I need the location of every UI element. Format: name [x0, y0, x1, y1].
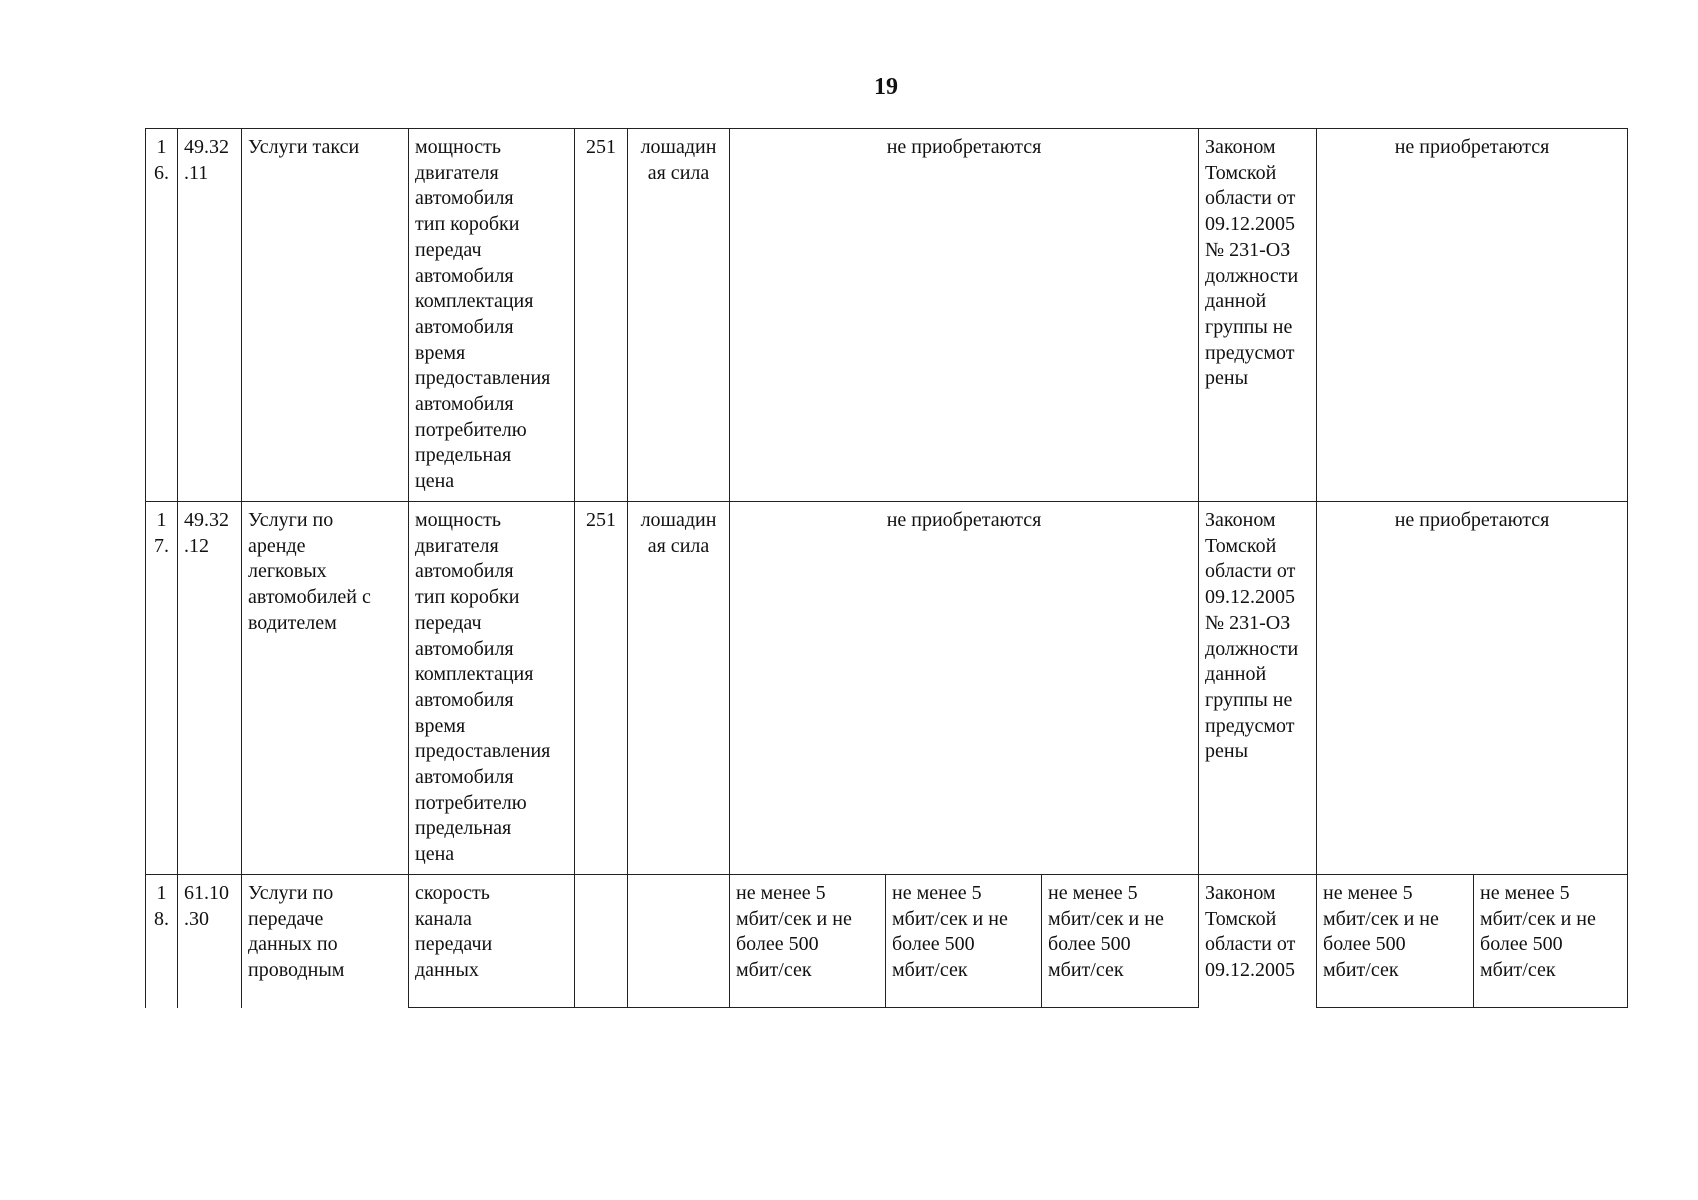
- value-merged-cell-2: не приобретаются: [1317, 502, 1628, 875]
- value-merged-cell: не приобретаются: [730, 129, 1199, 502]
- requirements-table: [145, 128, 1628, 1008]
- service-name-cell: Услуги по аренде легковых автомобилей с водителем: [242, 502, 409, 875]
- law-reference-cell: Законом Томской области от 09.12.2005: [1199, 875, 1317, 1008]
- okpd-code-cell: 49.32 .12: [178, 502, 242, 875]
- row-number-cell: 1 7.: [146, 502, 178, 875]
- service-name-cell: Услуги по передаче данных по проводным: [242, 875, 409, 1008]
- value-cell: не менее 5 мбит/сек и не более 500 мбит/сек: [1474, 875, 1628, 1008]
- table-row: [146, 875, 1628, 1008]
- page-number: 19: [874, 74, 898, 100]
- value-cell: не менее 5 мбит/сек и не более 500 мбит/сек: [886, 875, 1042, 1008]
- row-number-cell: 1 6.: [146, 129, 178, 502]
- unit-name-cell: лошадин ая сила: [628, 129, 730, 502]
- law-reference-cell: Законом Томской области от 09.12.2005 № 231-ОЗ должности данной группы не предусмот рены: [1199, 129, 1317, 502]
- characteristics-cell: мощность двигателя автомобиля тип коробки передач автомобиля комплектация автомобиля время предоставления автомобиля потребителю предельная цена: [409, 129, 575, 502]
- characteristics-cell: мощность двигателя автомобиля тип коробки передач автомобиля комплектация автомобиля время предоставления автомобиля потребителю предельная цена: [409, 502, 575, 875]
- row-number-cell: 1 8.: [146, 875, 178, 1008]
- value-merged-cell-2: не приобретаются: [1317, 129, 1628, 502]
- service-name-cell: Услуги такси: [242, 129, 409, 502]
- unit-code-cell: 251: [575, 129, 628, 502]
- value-cell: не менее 5 мбит/сек и не более 500 мбит/сек: [1042, 875, 1199, 1008]
- law-reference-cell: Законом Томской области от 09.12.2005 № 231-ОЗ должности данной группы не предусмот рены: [1199, 502, 1317, 875]
- unit-code-cell: 251: [575, 502, 628, 875]
- unit-name-cell: лошадин ая сила: [628, 502, 730, 875]
- okpd-code-cell: 49.32 .11: [178, 129, 242, 502]
- unit-name-cell: [628, 875, 730, 1008]
- unit-code-cell: [575, 875, 628, 1008]
- table-row: [146, 129, 1628, 502]
- characteristics-cell: скорость канала передачи данных: [409, 875, 575, 1008]
- value-cell: не менее 5 мбит/сек и не более 500 мбит/сек: [1317, 875, 1474, 1008]
- okpd-code-cell: 61.10 .30: [178, 875, 242, 1008]
- value-cell: не менее 5 мбит/сек и не более 500 мбит/сек: [730, 875, 886, 1008]
- table-row: [146, 502, 1628, 875]
- value-merged-cell: не приобретаются: [730, 502, 1199, 875]
